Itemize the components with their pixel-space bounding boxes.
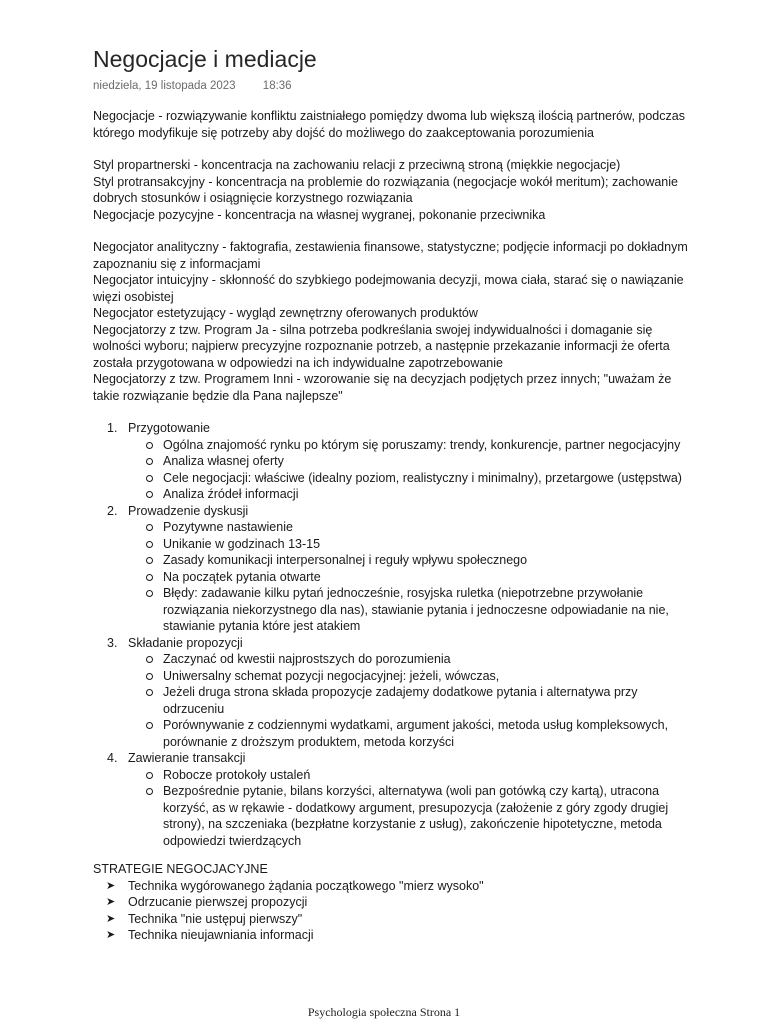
strategy-text: Technika "nie ustępuj pierwszy"	[128, 911, 303, 926]
step-item	[93, 635, 693, 751]
step-sublist	[128, 651, 693, 750]
style-line: Styl protransakcyjny - koncentracja na problemie do rozwiązania (negocjacje wokół meritum); zachowanie dobrych stosunków i osiągnięcie korzystnego rozwiązania	[93, 174, 678, 205]
negotiator-line: Negocjatorzy z tzw. Program Ja - silna potrzeba podkreślania swojej indywidualności i domaganie się wolności wyboru; najpierw precyzyjne rozpoznanie potrzeb, a następnie przekazanie informacji że oferta została przygotowana w odpowiedzi na ich indywidualne zapotrzebowanie	[93, 322, 670, 370]
arrow-bullet-icon: ➤	[106, 912, 116, 925]
intro-paragraph: Negocjacje - rozwiązywanie konfliktu zaistniałego pomiędzy dwoma lub większą ilością partnerów, podczas którego modyfikuje się potrzeby aby dojść do możliwego do zaakceptowania porozumienia	[93, 109, 685, 140]
strategy-text: Technika nieujawniania informacji	[128, 928, 314, 942]
negotiator-line: Negocjator intuicyjny - skłonność do szybkiego podejmowania decyzji, mowa ciała, starać się o nawiązanie więzi osobistej	[93, 273, 684, 304]
sub-item-text: Błędy: zadawanie kilku pytań jednocześnie, rosyjska ruletka (niepotrzebne przywołanie rozwiązania niekorzystnego dla nas), stawianie pytania i jednoczesne odpowiadanie na nie, stawianie pytania które jest atakiem	[163, 586, 669, 633]
style-line: Styl propartnerski - koncentracja na zachowaniu relacji z przeciwną stroną (miękkie negocjacje)	[93, 158, 621, 172]
sub-item	[128, 569, 693, 586]
strategy-item	[93, 927, 693, 944]
sub-item-text: Ogólna znajomość rynku po którym się poruszamy: trendy, konkurencje, partner negocjacyjny	[163, 437, 681, 452]
strategy-text: Odrzucanie pierwszej propozycji	[128, 895, 308, 909]
step-sublist	[128, 519, 693, 635]
step-item	[93, 750, 693, 849]
sub-item-text: Porównywanie z codziennymi wydatkami, argument jakości, metoda usług kompleksowych, porównanie z droższym produktem, metoda korzyści	[163, 718, 669, 749]
circle-bullet-icon	[146, 491, 153, 498]
sub-item	[128, 585, 693, 635]
step-label: Prowadzenie dyskusji	[128, 503, 249, 518]
sub-item	[128, 536, 693, 553]
circle-bullet-icon	[146, 788, 153, 795]
step-label: Składanie propozycji	[128, 635, 243, 650]
sub-item	[128, 437, 693, 454]
sub-item-text: Zaczynać od kwestii najprostszych do porozumienia	[163, 652, 451, 666]
strategy-item	[93, 894, 693, 911]
sub-item	[128, 717, 693, 750]
circle-bullet-icon	[146, 722, 153, 729]
sub-item-text: Bezpośrednie pytanie, bilans korzyści, alternatywa (woli pan gotówką czy kartą), utracona korzyść, as w rękawie - dodatkowy argument, presupozycja (założenie z góry zgody drugiej strony), na szczeniaka (bezpłatne korzystanie z usług), zakończenie hipotetyczne, metoda odpowiedzi twierdzących	[163, 784, 669, 848]
sub-item-text: Analiza źródeł informacji	[163, 487, 299, 501]
sub-item	[128, 552, 693, 569]
arrow-bullet-icon: ➤	[106, 896, 116, 908]
step-sublist	[128, 437, 693, 503]
sub-item	[128, 651, 693, 668]
sub-item	[128, 783, 693, 849]
step-label: Przygotowanie	[128, 421, 210, 435]
step-label: Zawieranie transakcji	[128, 751, 246, 765]
style-line: Negocjacje pozycyjne - koncentracja na własnej wygranej, pokonanie przeciwnika	[93, 207, 546, 222]
arrow-bullet-icon: ➤	[106, 929, 116, 941]
page-date: niedziela, 19 listopada 2023	[93, 80, 236, 92]
page-meta	[93, 78, 292, 94]
strategy-item	[93, 878, 693, 895]
sub-item-text: Cele negocjacji: właściwe (idealny poziom, realistyczny i minimalny), przetargowe (ustępstwa)	[163, 470, 682, 485]
sub-item-text: Zasady komunikacji interpersonalnej i reguły wpływu społecznego	[163, 553, 528, 567]
sub-item-text: Robocze protokoły ustaleń	[163, 767, 311, 782]
step-number: 3.	[107, 635, 118, 650]
step-item	[93, 420, 693, 503]
page-time: 18:36	[262, 80, 292, 92]
sub-item	[128, 470, 693, 487]
circle-bullet-icon	[146, 772, 153, 779]
strategy-item	[93, 911, 693, 928]
sub-item	[128, 486, 693, 503]
strategies-heading: STRATEGIE NEGOCJACYJNE	[93, 862, 268, 876]
sub-item	[128, 767, 693, 784]
negotiator-line: Negocjator estetyzujący - wygląd zewnętrzny oferowanych produktów	[93, 306, 478, 320]
sub-item	[128, 519, 693, 536]
sub-item-text: Unikanie w godzinach 13-15	[163, 536, 321, 551]
step-item	[93, 503, 693, 635]
circle-bullet-icon	[146, 541, 153, 548]
sub-item-text: Analiza własnej oferty	[163, 454, 284, 468]
circle-bullet-icon	[146, 458, 153, 465]
circle-bullet-icon	[146, 574, 153, 581]
strategy-text: Technika wygórowanego żądania początkowego "mierz wysoko"	[128, 878, 484, 893]
step-number: 1.	[107, 421, 118, 435]
page-title: Negocjacje i mediacje	[93, 46, 317, 72]
circle-bullet-icon	[146, 590, 153, 597]
circle-bullet-icon	[146, 524, 153, 531]
sub-item	[128, 668, 693, 685]
sub-item-text: Jeżeli druga strona składa propozycje zadajemy dodatkowe pytania i alternatywa przy odrzuceniu	[163, 685, 638, 716]
note-content	[93, 108, 693, 944]
negotiation-steps-list	[93, 420, 693, 849]
page-footer: Psychologia społeczna Strona 1	[307, 1005, 461, 1019]
circle-bullet-icon	[146, 673, 153, 680]
negotiator-line: Negocjator analityczny - faktografia, zestawienia finansowe, statystyczne; podjęcie informacji po dokładnym zapoznaniu się z informacjami	[93, 240, 688, 271]
sub-item-text: Uniwersalny schemat pozycji negocjacyjnej: jeżeli, wówczas,	[163, 668, 500, 683]
step-number: 4.	[107, 751, 118, 765]
negotiator-line: Negocjatorzy z tzw. Programem Inni - wzorowanie się na decyzjach podjętych przez innych; "uważam że takie rozwiązanie będzie dla Pana najlepsze"	[93, 372, 672, 403]
sub-item	[128, 453, 693, 470]
step-sublist	[128, 767, 693, 850]
strategies-list	[93, 878, 693, 944]
circle-bullet-icon	[146, 656, 153, 663]
circle-bullet-icon	[146, 442, 153, 449]
sub-item	[128, 684, 693, 717]
circle-bullet-icon	[146, 557, 153, 564]
step-number: 2.	[107, 503, 118, 518]
sub-item-text: Pozytywne nastawienie	[163, 520, 293, 534]
circle-bullet-icon	[146, 689, 153, 696]
arrow-bullet-icon: ➤	[106, 879, 116, 892]
circle-bullet-icon	[146, 475, 153, 482]
sub-item-text: Na początek pytania otwarte	[163, 569, 321, 584]
